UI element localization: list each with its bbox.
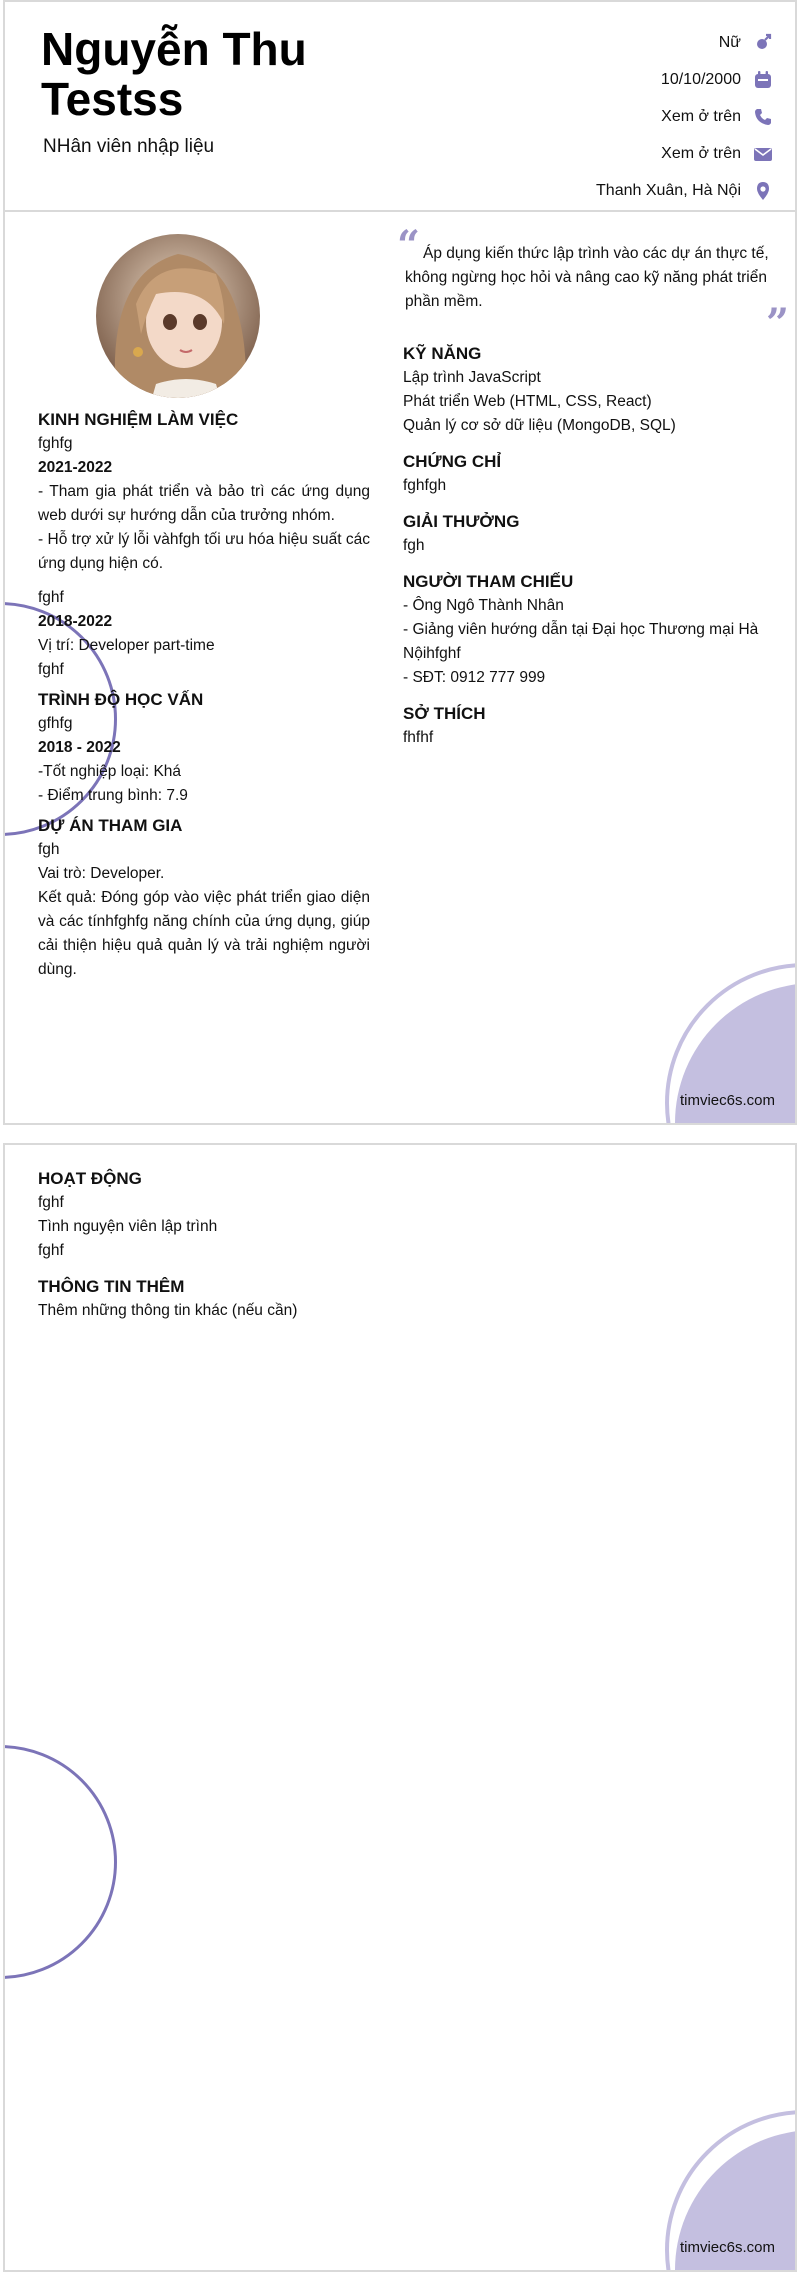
section-title-skills: KỸ NĂNG: [403, 344, 482, 363]
right-column: [397, 222, 789, 750]
education-line-1: -Tốt nghiệp loại: Khá: [38, 763, 182, 780]
experience-details: - Tham gia phát triển và bảo trì các ứng dụng web dưới sự hướng dẫn của trưởng nhóm. - Hỗ trợ xử lý lỗi vàhfgh tối ưu hóa hiệu suất các ứng dụng hiện có.: [38, 483, 370, 572]
contact-birthday: [433, 61, 773, 98]
open-quote-icon: “: [397, 222, 421, 269]
section-title-awards: GIẢI THƯỞNG: [403, 512, 520, 531]
skill-item: Quản lý cơ sở dữ liệu (MongoDB, SQL): [403, 417, 676, 434]
contact-birthday-text: 10/10/2000: [660, 70, 741, 88]
contact-email: [433, 135, 773, 172]
avatar: [96, 234, 260, 398]
section-title-activities: HOẠT ĐỘNG: [38, 1169, 142, 1188]
left-sections: [38, 408, 370, 982]
section-title-certificates: CHỨNG CHỈ: [403, 452, 502, 471]
cv-header: [5, 2, 795, 212]
location-icon: [753, 181, 773, 201]
calendar-icon: [753, 70, 773, 90]
project-result: Kết quả: Đóng góp vào việc phát triển giao diện và các tínhfghfg năng chính của ứng dụng, giúp cải thiện hiệu quả quản lý và trải nghiệm người dùng.: [38, 889, 370, 978]
certificate-value: fghfgh: [403, 477, 447, 494]
contact-address: [433, 172, 773, 209]
contact-phone-text: Xem ở trên: [661, 107, 741, 125]
contact-list: [433, 24, 773, 209]
activity-role: Tình nguyện viên lập trình: [38, 1218, 218, 1235]
objective-text: Áp dụng kiến thức lập trình vào các dự án thực tế, không ngừng học hỏi và nâng cao kỹ năng phát triển phần mềm.: [405, 245, 769, 310]
gender-icon: [753, 33, 773, 53]
contact-address-text: Thanh Xuân, Hà Nội: [596, 181, 741, 199]
cv-page-2: [3, 1143, 797, 2272]
section-title-hobbies: SỞ THÍCH: [403, 704, 486, 723]
section-title-education: TRÌNH ĐỘ HỌC VẤN: [38, 690, 204, 709]
decorative-arc-left: [3, 1745, 117, 1979]
project-role: Vai trò: Developer.: [38, 865, 165, 882]
email-icon: [753, 144, 773, 164]
activity-extra: fghf: [38, 1242, 64, 1259]
experience-period: 2021-2022: [38, 459, 113, 476]
section-title-additional: THÔNG TIN THÊM: [38, 1277, 185, 1296]
contact-email-text: Xem ở trên: [661, 144, 741, 162]
contact-phone: [433, 98, 773, 135]
brand-watermark: timviec6s.com: [679, 1092, 775, 1109]
activity-org: fghf: [38, 1194, 64, 1211]
section-title-experience: KINH NGHIỆM LÀM VIỆC: [38, 410, 239, 429]
page-2-content: [38, 1161, 758, 1323]
experience-period-2: 2018-2022: [38, 613, 113, 630]
phone-icon: [753, 107, 773, 127]
skill-item: Phát triển Web (HTML, CSS, React): [403, 393, 652, 410]
contact-gender-text: Nữ: [718, 33, 741, 51]
project-name: fgh: [38, 841, 60, 858]
experience-extra: fghf: [38, 661, 64, 678]
cv-page-1: [3, 0, 797, 1125]
experience-company-2: fghf: [38, 589, 64, 606]
reference-line: - Ông Ngô Thành Nhân: [403, 597, 564, 614]
education-school: gfhfg: [38, 715, 73, 732]
job-title: NHân viên nhập liệu: [43, 136, 215, 157]
education-period: 2018 - 2022: [38, 739, 121, 756]
experience-position: Vị trí: Developer part-time: [38, 637, 215, 654]
hobby-value: fhfhf: [403, 729, 434, 746]
additional-info: Thêm những thông tin khác (nếu cần): [38, 1302, 298, 1319]
right-sections: [403, 342, 783, 750]
section-title-references: NGƯỜI THAM CHIẾU: [403, 572, 574, 591]
skill-item: Lập trình JavaScript: [403, 369, 541, 386]
candidate-name: Nguyễn Thu Testss: [41, 23, 307, 125]
experience-company: fghfg: [38, 435, 73, 452]
award-value: fgh: [403, 537, 425, 554]
career-objective: [397, 222, 789, 347]
close-quote-icon: ”: [765, 300, 789, 347]
education-line-2: - Điểm trung bình: 7.9: [38, 787, 188, 804]
contact-gender: [433, 24, 773, 61]
reference-line: - Giảng viên hướng dẫn tại Đại học Thương mại Hà Nộihfghf: [403, 621, 759, 662]
section-title-projects: DỰ ÁN THAM GIA: [38, 816, 183, 835]
reference-line: - SĐT: 0912 777 999: [403, 669, 546, 686]
brand-watermark: timviec6s.com: [679, 2239, 775, 2256]
